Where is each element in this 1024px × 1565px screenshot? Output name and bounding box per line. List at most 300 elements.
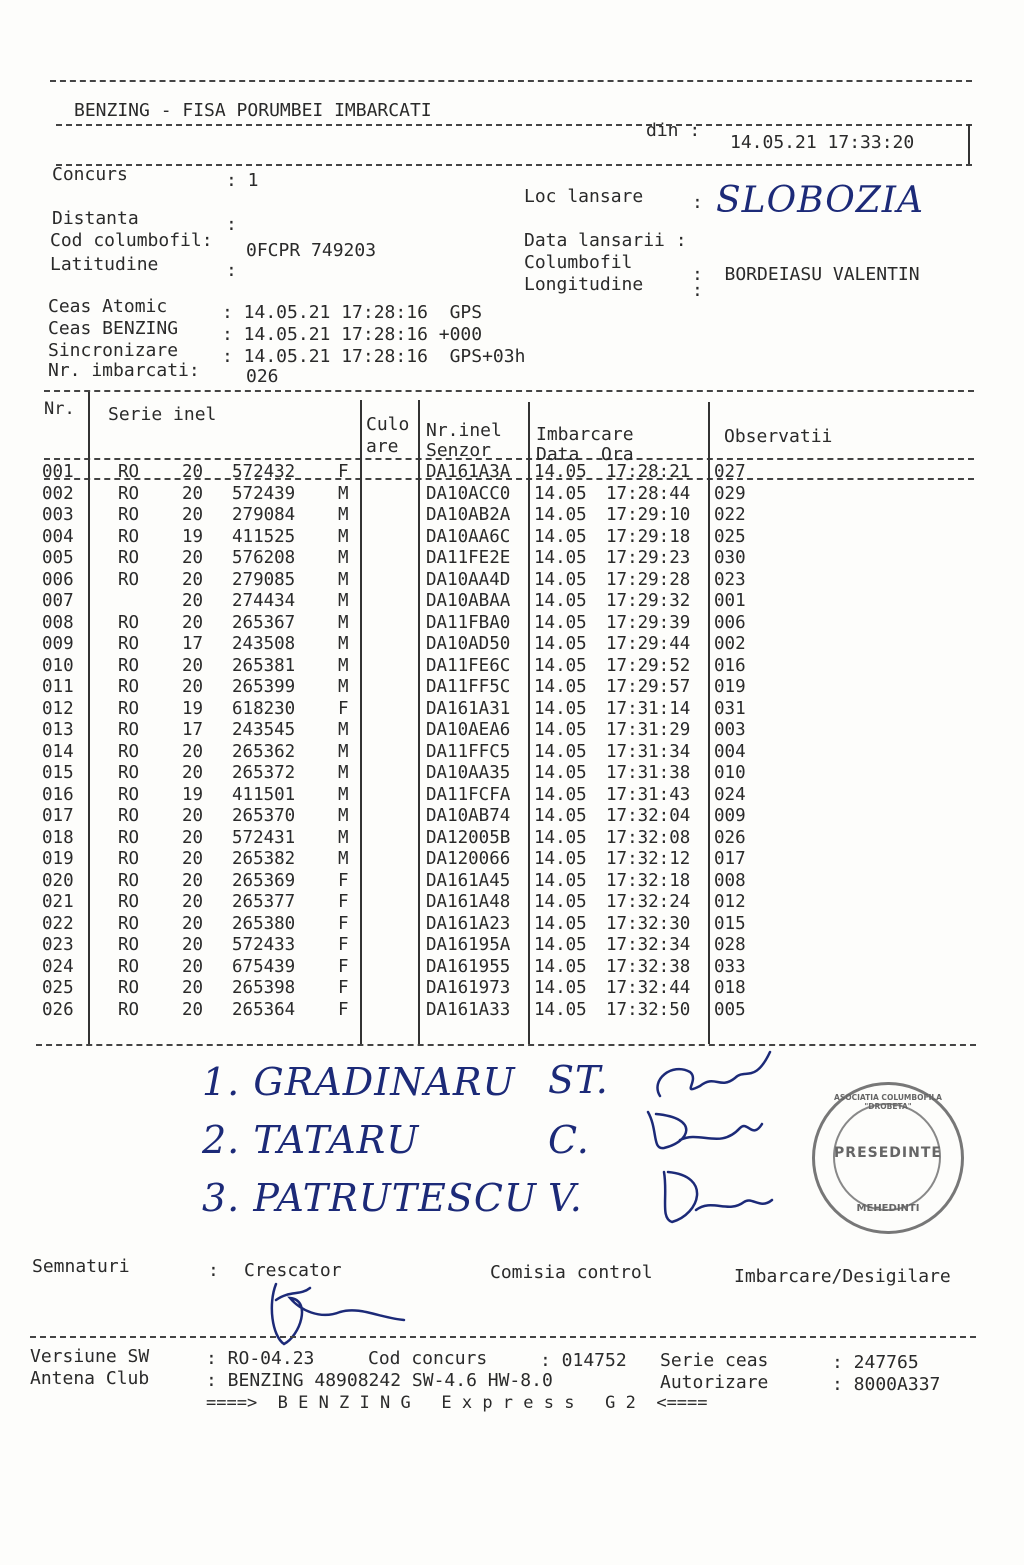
cell-obs: 005 [714,999,746,1020]
cell-senzor: DA10AD50 [426,634,511,654]
cell-senzor: DA12005B [426,827,511,848]
cell-obs: 025 [714,526,746,547]
cell-date: 14.05 [534,978,587,998]
cell-nr: 024 [42,956,74,977]
cell-year: 20 [182,741,204,762]
loc-lansare-label: Loc lansare [524,186,644,207]
col-header-culoare-2: are [366,436,399,457]
cell-senzor: DA161973 [426,978,511,998]
longitudine-colon: : [692,280,703,301]
cell-country: RO [118,999,140,1020]
versiune-sw-label: Versiune SW [30,1346,150,1367]
cell-ring: 265380 [232,913,296,934]
cell-ring: 675439 [232,956,296,977]
table-row [42,978,762,1000]
print-date-value: 14.05.21 17:33:20 [730,132,915,153]
cell-sex: M [338,849,349,869]
cell-time: 17:28:21 [606,462,691,482]
cell-nr: 011 [42,677,74,697]
cell-ring: 265377 [232,892,296,912]
ceas-atomic-label: Ceas Atomic [48,296,168,317]
cell-nr: 020 [42,870,74,891]
semnaturi-label: Semnaturi [32,1256,130,1277]
commission-name-1: 1. GRADINARU [202,1060,516,1104]
cell-time: 17:29:28 [606,569,691,590]
cell-time: 17:32:12 [606,849,691,869]
table-row [42,806,762,828]
cell-country: RO [118,978,140,998]
cell-ring: 618230 [232,698,296,719]
cell-obs: 026 [714,827,746,848]
cell-date: 14.05 [534,806,587,826]
cell-time: 17:32:08 [606,827,691,848]
cell-nr: 026 [42,999,74,1020]
cell-time: 17:32:44 [606,978,691,998]
cell-senzor: DA11FF5C [426,677,511,697]
cell-country: RO [118,462,140,482]
cell-time: 17:31:43 [606,784,691,805]
cell-ring: 411525 [232,526,296,547]
cell-ring: 265369 [232,870,296,891]
cell-senzor: DA16195A [426,935,511,955]
cell-sex: F [338,892,349,912]
nr-imbarcati-label: Nr. imbarcati: [48,360,200,381]
cell-time: 17:32:30 [606,913,691,934]
loc-lansare-handwritten: SLOBOZIA [716,180,924,221]
cell-ring: 265367 [232,612,296,633]
cell-senzor: DA161A3A [426,462,511,482]
longitudine-label: Longitudine [524,274,644,295]
cell-sex: M [338,741,349,762]
cell-country: RO [118,741,140,762]
serie-ceas-label: Serie ceas [660,1350,769,1371]
semnaturi-colon: : [208,1260,219,1281]
cell-time: 17:32:34 [606,935,691,955]
cell-sex: M [338,505,349,525]
cell-nr: 006 [42,569,74,590]
table-row [42,527,762,549]
table-bottom-rule [36,1044,976,1046]
cell-year: 20 [182,978,204,998]
table-row [42,484,762,506]
autorizare-value: : 8000A337 [832,1374,941,1395]
table-row [42,677,762,699]
cell-ring: 411501 [232,784,296,805]
cell-year: 20 [182,892,204,912]
cell-nr: 025 [42,978,74,998]
cell-senzor: DA161A48 [426,892,511,912]
cell-ring: 279084 [232,505,296,525]
cell-date: 14.05 [534,870,587,891]
table-row [42,699,762,721]
cell-nr: 004 [42,526,74,547]
cell-ring: 265381 [232,655,296,676]
commission-initial-1: ST. [548,1058,609,1102]
cell-date: 14.05 [534,612,587,633]
cell-obs: 010 [714,763,746,783]
col-header-observatii: Observatii [724,426,833,447]
cell-country: RO [118,720,140,740]
table-row [42,828,762,850]
cell-obs: 003 [714,720,746,740]
cell-obs: 006 [714,612,746,633]
table-row [42,849,762,871]
cell-country: RO [118,763,140,783]
cell-senzor: DA10AB2A [426,505,511,525]
table-row [42,871,762,893]
cell-year: 20 [182,548,204,568]
cell-nr: 008 [42,612,74,633]
cell-ring: 265372 [232,763,296,783]
cell-senzor: DA10ACC0 [426,483,511,504]
cell-obs: 029 [714,483,746,504]
cell-obs: 016 [714,655,746,676]
cell-obs: 027 [714,462,746,482]
cell-year: 19 [182,698,204,719]
cell-ring: 572439 [232,483,296,504]
cell-country: RO [118,698,140,719]
cell-sex: M [338,483,349,504]
cell-nr: 007 [42,591,74,611]
cell-country: RO [118,806,140,826]
cell-date: 14.05 [534,548,587,568]
cell-year: 20 [182,870,204,891]
cell-sex: F [338,956,349,977]
col-header-data-ora: Data Ora [536,444,634,465]
cell-country: RO [118,827,140,848]
cell-obs: 024 [714,784,746,805]
table-row [42,720,762,742]
versiune-sw-value: : RO-04.23 [206,1348,315,1369]
antena-club-label: Antena Club [30,1368,150,1389]
cell-sex: M [338,827,349,848]
cell-year: 19 [182,526,204,547]
cell-time: 17:31:14 [606,698,691,719]
cell-nr: 002 [42,483,74,504]
cell-year: 20 [182,935,204,955]
cell-senzor: DA11FFC5 [426,741,511,762]
cell-date: 14.05 [534,698,587,719]
sincronizare-value: : 14.05.21 17:28:16 GPS+03h [222,346,526,367]
cell-date: 14.05 [534,655,587,676]
cell-obs: 018 [714,978,746,998]
commission-initial-2: C. [548,1118,590,1162]
cell-sex: F [338,978,349,998]
cell-time: 17:29:10 [606,505,691,525]
cod-columbofil-value: 0FCPR 749203 [246,240,377,261]
table-row [42,613,762,635]
cell-ring: 279085 [232,569,296,590]
cell-date: 14.05 [534,935,587,955]
ceas-benzing-value: : 14.05.21 17:28:16 +000 [222,324,483,345]
cell-date: 14.05 [534,720,587,740]
autorizare-label: Autorizare [660,1372,769,1393]
cell-year: 17 [182,634,204,654]
cell-year: 20 [182,483,204,504]
data-lansarii-label: Data lansarii : [524,230,687,251]
cell-senzor: DA11FCFA [426,784,511,805]
cell-year: 20 [182,956,204,977]
cell-sex: M [338,591,349,611]
cell-ring: 243508 [232,634,296,654]
cell-sex: F [338,462,349,482]
crescator-label: Crescator [244,1260,342,1281]
cell-nr: 016 [42,784,74,805]
cell-country: RO [118,548,140,568]
cell-sex: M [338,655,349,676]
cell-obs: 023 [714,569,746,590]
cell-year: 20 [182,462,204,482]
cod-columbofil-label: Cod columbofil: [50,230,213,251]
table-top-rule [44,390,974,392]
comisia-control-label: Comisia control [490,1262,653,1283]
table-row [42,957,762,979]
cell-sex: M [338,763,349,783]
cell-obs: 015 [714,913,746,934]
cell-country: RO [118,677,140,697]
serie-ceas-value: : 247765 [832,1352,919,1373]
cell-date: 14.05 [534,892,587,912]
cell-nr: 001 [42,462,74,482]
cell-sex: F [338,935,349,955]
cell-time: 17:28:44 [606,483,691,504]
cell-date: 14.05 [534,591,587,611]
cell-date: 14.05 [534,784,587,805]
cell-senzor: DA10AEA6 [426,720,511,740]
cell-senzor: DA10AA4D [426,569,511,590]
cell-sex: F [338,870,349,891]
cell-nr: 015 [42,763,74,783]
cell-time: 17:32:18 [606,870,691,891]
cell-sex: M [338,569,349,590]
cell-country: RO [118,892,140,912]
cell-year: 20 [182,677,204,697]
cell-country: RO [118,634,140,654]
cell-sex: M [338,612,349,633]
header-top-rule [50,80,972,82]
cell-year: 20 [182,827,204,848]
cell-ring: 265382 [232,849,296,869]
cell-ring: 243545 [232,720,296,740]
cell-ring: 572432 [232,462,296,482]
table-row [42,892,762,914]
cod-concurs-label: Cod concurs [368,1348,488,1369]
table-row [42,548,762,570]
cell-time: 17:29:32 [606,591,691,611]
table-row [42,742,762,764]
cell-senzor: DA161A45 [426,870,511,891]
cell-nr: 010 [42,655,74,676]
cell-date: 14.05 [534,849,587,869]
cell-ring: 572433 [232,935,296,955]
table-row [42,1000,762,1022]
cell-country: RO [118,505,140,525]
cell-ring: 274434 [232,591,296,611]
cell-date: 14.05 [534,999,587,1020]
cell-nr: 014 [42,741,74,762]
cell-ring: 265364 [232,999,296,1020]
document-title: BENZING - FISA PORUMBEI IMBARCATI [74,100,432,121]
col-header-nr: Nr. [44,399,75,419]
table-row [42,914,762,936]
loc-lansare-colon: : [692,192,703,213]
cell-year: 20 [182,612,204,633]
cell-time: 17:32:04 [606,806,691,826]
cell-date: 14.05 [534,741,587,762]
latitudine-label: Latitudine [50,254,159,275]
benzing-brand-line: ====> B E N Z I N G E x p r e s s G 2 <==== [206,1393,708,1413]
cell-date: 14.05 [534,677,587,697]
cell-obs: 033 [714,956,746,977]
cell-time: 17:29:52 [606,655,691,676]
cell-nr: 013 [42,720,74,740]
cell-obs: 004 [714,741,746,762]
cell-ring: 265362 [232,741,296,762]
cell-time: 17:29:44 [606,634,691,654]
cell-nr: 017 [42,806,74,826]
concurs-value: : 1 [226,170,259,191]
cell-year: 19 [182,784,204,805]
cell-date: 14.05 [534,913,587,934]
cell-sex: M [338,784,349,805]
cell-year: 17 [182,720,204,740]
signature-3 [664,1172,772,1222]
cell-obs: 002 [714,634,746,654]
cell-nr: 005 [42,548,74,568]
latitudine-colon: : [226,260,237,281]
cell-country: RO [118,655,140,676]
cell-nr: 023 [42,935,74,955]
cell-time: 17:29:39 [606,612,691,633]
cell-obs: 028 [714,935,746,955]
cell-country: RO [118,913,140,934]
cell-date: 14.05 [534,505,587,525]
cell-time: 17:29:18 [606,526,691,547]
cell-senzor: DA10AB74 [426,806,511,826]
cell-year: 20 [182,999,204,1020]
table-row [42,935,762,957]
cell-obs: 017 [714,849,746,869]
table-header-rule [44,458,974,460]
cell-date: 14.05 [534,569,587,590]
cell-obs: 019 [714,677,746,697]
table-row [42,591,762,613]
distanta-label: Distanta [52,208,139,229]
cell-senzor: DA11FE6C [426,655,511,676]
stamp-center-text: PRESEDINTE [834,1145,942,1161]
table-row [42,462,762,484]
ceas-benzing-label: Ceas BENZING [48,318,179,339]
ceas-atomic-value: : 14.05.21 17:28:16 GPS [222,302,483,323]
cell-time: 17:31:29 [606,720,691,740]
cell-country: RO [118,935,140,955]
cell-date: 14.05 [534,634,587,654]
cell-nr: 019 [42,849,74,869]
cell-senzor: DA161A23 [426,913,511,934]
cell-senzor: DA10AA35 [426,763,511,783]
concurs-label: Concurs [52,164,128,185]
cod-concurs-value: : 014752 [540,1350,627,1371]
cell-ring: 265398 [232,978,296,998]
columbofil-label: Columbofil [524,252,633,273]
table-row [42,763,762,785]
cell-ring: 576208 [232,548,296,568]
cell-time: 17:32:24 [606,892,691,912]
cell-date: 14.05 [534,526,587,547]
commission-name-2: 2. TATARU [202,1118,420,1162]
columbofil-value: : BORDEIASU VALENTIN [692,264,920,285]
cell-time: 17:31:38 [606,763,691,783]
cell-sex: M [338,634,349,654]
cell-sex: M [338,526,349,547]
sincronizare-label: Sincronizare [48,340,179,361]
col-header-serie-inel: Serie inel [108,404,217,425]
cell-time: 17:32:38 [606,956,691,977]
cell-sex: M [338,806,349,826]
col-header-nr-inel: Nr.inel [426,420,502,441]
signature-1 [657,1052,770,1096]
cell-ring: 265399 [232,677,296,697]
cell-senzor: DA161955 [426,956,511,977]
header-bottom-rule [56,164,972,166]
cell-senzor: DA10ABAA [426,591,511,611]
cell-year: 20 [182,505,204,525]
col-header-senzor: Senzor [426,440,492,461]
cell-time: 17:29:57 [606,677,691,697]
cell-nr: 009 [42,634,74,654]
cell-time: 17:29:23 [606,548,691,568]
pigeon-table-body [42,462,762,1021]
nr-imbarcati-value: 026 [246,366,279,387]
cell-country: RO [118,526,140,547]
cell-senzor: DA11FE2E [426,548,511,568]
cell-country: RO [118,870,140,891]
cell-nr: 021 [42,892,74,912]
cell-date: 14.05 [534,956,587,977]
cell-country: RO [118,612,140,633]
cell-date: 14.05 [534,462,587,482]
commission-name-3: 3. PATRUTESCU [202,1176,537,1220]
header-mid-rule [56,124,972,126]
stamp-top-text: ASOCIATIA COLUMBOFILA "DROBETA" [834,1093,942,1111]
cell-country: RO [118,784,140,805]
cell-obs: 030 [714,548,746,568]
cell-obs: 031 [714,698,746,719]
cell-nr: 003 [42,505,74,525]
cell-country: RO [118,956,140,977]
cell-nr: 018 [42,827,74,848]
cell-senzor: DA11FBA0 [426,612,511,633]
table-row [42,634,762,656]
stamp-bottom-text: MEHEDINTI [856,1203,920,1214]
cell-year: 20 [182,763,204,783]
cell-sex: F [338,913,349,934]
cell-obs: 012 [714,892,746,912]
header-right-edge [968,124,970,164]
cell-year: 20 [182,849,204,869]
table-row [42,785,762,807]
cell-sex: F [338,698,349,719]
col-header-imbarcare: Imbarcare [536,424,634,445]
cell-date: 14.05 [534,763,587,783]
table-row [42,656,762,678]
cell-country: RO [118,483,140,504]
cell-senzor: DA161A31 [426,698,511,719]
cell-country: RO [118,569,140,590]
cell-nr: 012 [42,698,74,719]
cell-year: 20 [182,806,204,826]
cell-obs: 009 [714,806,746,826]
